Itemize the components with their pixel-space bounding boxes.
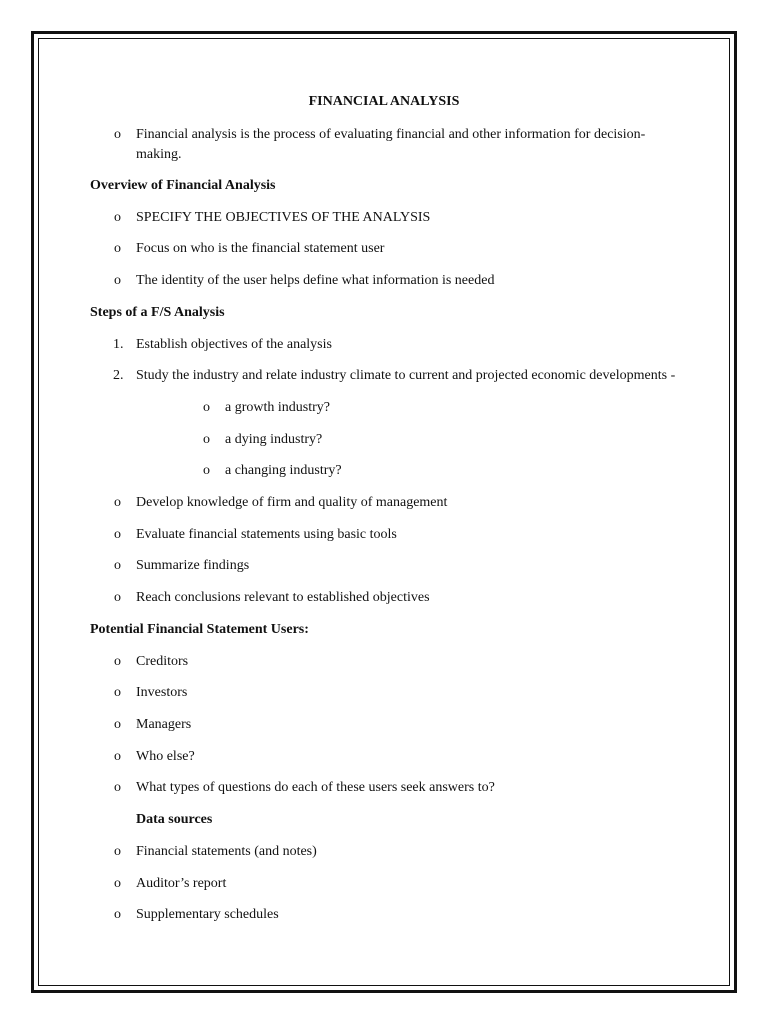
bullet-marker: o — [114, 527, 121, 542]
list-item: SPECIFY THE OBJECTIVES OF THE ANALYSIS — [136, 210, 431, 225]
list-item: Creditors — [136, 654, 189, 669]
section-heading-steps: Steps of a F/S Analysis — [90, 305, 225, 320]
document-title: FINANCIAL ANALYSIS — [308, 94, 460, 109]
bullet-marker: o — [114, 127, 121, 142]
list-item: Supplementary schedules — [136, 907, 279, 922]
numbered-item: Study the industry and relate industry climate to current and projected economic developments - — [136, 368, 676, 383]
sub-list-item: a growth industry? — [225, 400, 330, 415]
list-item: Reach conclusions relevant to established objectives — [136, 590, 430, 605]
list-item: Evaluate financial statements using basic tools — [136, 527, 397, 542]
sub-bullet-marker: o — [203, 400, 210, 415]
bullet-marker: o — [114, 558, 121, 573]
intro-text-line-1: Financial analysis is the process of evaluating financial and other information for decision- — [136, 127, 646, 142]
sub-bullet-marker: o — [203, 463, 210, 478]
section-heading-users: Potential Financial Statement Users: — [90, 622, 309, 637]
bullet-marker: o — [114, 749, 121, 764]
list-item: Auditor’s report — [136, 876, 227, 891]
bullet-marker: o — [114, 876, 121, 891]
bullet-marker: o — [114, 273, 121, 288]
list-item: Managers — [136, 717, 192, 732]
bullet-marker: o — [114, 780, 121, 795]
numbered-item: Establish objectives of the analysis — [136, 337, 332, 352]
bullet-marker: o — [114, 717, 121, 732]
step-number: 1. — [113, 337, 124, 352]
list-item: The identity of the user helps define what information is needed — [136, 273, 495, 288]
sub-bullet-marker: o — [203, 432, 210, 447]
bullet-marker: o — [114, 844, 121, 859]
list-item: Financial statements (and notes) — [136, 844, 317, 859]
list-item: Investors — [136, 685, 188, 700]
list-item: What types of questions do each of these users seek answers to? — [136, 780, 495, 795]
section-heading-overview: Overview of Financial Analysis — [90, 178, 276, 193]
sub-list-item: a dying industry? — [225, 432, 323, 447]
step-number: 2. — [113, 368, 124, 383]
bullet-marker: o — [114, 210, 121, 225]
bullet-marker: o — [114, 654, 121, 669]
intro-text-line-2: making. — [136, 147, 182, 162]
bullet-marker: o — [114, 241, 121, 256]
list-item: Focus on who is the financial statement user — [136, 241, 385, 256]
list-item: Who else? — [136, 749, 195, 764]
bullet-marker: o — [114, 907, 121, 922]
list-item: Develop knowledge of firm and quality of management — [136, 495, 448, 510]
bullet-marker: o — [114, 495, 121, 510]
section-heading-sources: Data sources — [136, 812, 213, 827]
bullet-marker: o — [114, 590, 121, 605]
bullet-marker: o — [114, 685, 121, 700]
list-item: Summarize findings — [136, 558, 250, 573]
sub-list-item: a changing industry? — [225, 463, 342, 478]
